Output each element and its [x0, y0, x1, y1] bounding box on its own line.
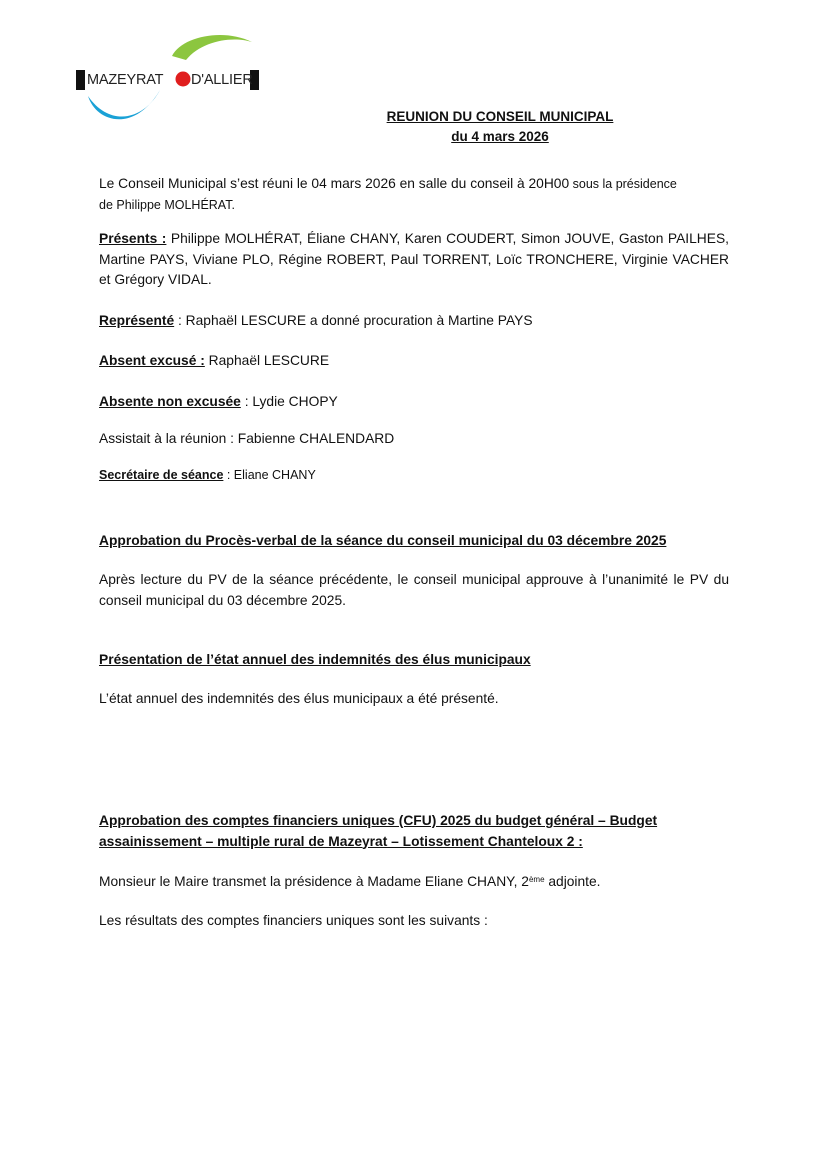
- presents-text: Philippe MOLHÉRAT, Éliane CHANY, Karen COUDERT, Simon JOUVE, Gaston PAILHES, Martine PAYS, Viviane PLO, Régine ROBERT, Paul TORRENT, Loïc TRONCHERE, Virginie VACHER et Grégory VIDAL.: [99, 231, 729, 287]
- indemnites-body: L’état annuel des indemnités des élus municipaux a été présenté.: [99, 691, 499, 706]
- mazeyrat-logo: [74, 30, 264, 134]
- pv-heading: Approbation du Procès-verbal de la séance du conseil municipal du 03 décembre 2025: [99, 533, 667, 548]
- cfu-body-pre: Monsieur le Maire transmet la présidence à Madame Eliane CHANY, 2: [99, 874, 529, 889]
- intro-tail: sous la présidence: [569, 177, 677, 191]
- represente-paragraph: [99, 311, 729, 332]
- absente-text: : Lydie CHOPY: [240, 394, 338, 409]
- absente-paragraph: [99, 392, 729, 413]
- secretaire-paragraph: [99, 465, 729, 486]
- cfu-heading-line1: Approbation des comptes financiers uniques (CFU) 2025 du budget général – Budget: [99, 813, 658, 828]
- intro-paragraph: [99, 174, 729, 215]
- indemnites-heading: Présentation de l’état annuel des indemnités des élus municipaux: [99, 652, 531, 667]
- cfu-body-post: adjointe.: [544, 874, 601, 889]
- represente-label: Représenté: [99, 313, 175, 328]
- cfu-heading-line2: assainissement – multiple rural de Mazeyrat – Lotissement Chanteloux 2 :: [99, 833, 583, 849]
- represente-text: : Raphaël LESCURE a donné procuration à Martine PAYS: [174, 313, 533, 328]
- absent-text: Raphaël LESCURE: [204, 353, 330, 368]
- resultats-line: Les résultats des comptes financiers uniques sont les suivants :: [99, 913, 488, 928]
- cfu-body: [99, 872, 729, 893]
- absente-label: Absente non excusée: [99, 394, 241, 409]
- absent-paragraph: [99, 351, 729, 372]
- intro-line2: de Philippe MOLHÉRAT.: [99, 197, 235, 212]
- cfu-body-sup: ème: [528, 875, 545, 884]
- page-date: du 4 mars 2026: [451, 129, 549, 144]
- assistait-line: Assistait à la réunion : Fabienne CHALENDARD: [99, 431, 395, 446]
- pv-body: Après lecture du PV de la séance précédente, le conseil municipal approuve à l’unanimité le PV du conseil municipal du 03 décembre 2025.: [99, 572, 729, 608]
- logo-left-word: MAZEYRAT: [87, 72, 164, 88]
- absent-label: Absent excusé :: [99, 353, 205, 368]
- secretaire-text: : Eliane CHANY: [223, 468, 316, 482]
- cfu-heading: [99, 811, 729, 852]
- presents-paragraph: [99, 229, 729, 291]
- intro-main: Le Conseil Municipal s’est réuni le 04 mars 2026 en salle du conseil à 20H00: [99, 176, 570, 191]
- page-title: REUNION DU CONSEIL MUNICIPAL: [386, 109, 614, 124]
- secretaire-label: Secrétaire de séance: [99, 468, 224, 482]
- logo-right-word: D'ALLIER: [191, 72, 253, 88]
- presents-label: Présents :: [99, 231, 167, 246]
